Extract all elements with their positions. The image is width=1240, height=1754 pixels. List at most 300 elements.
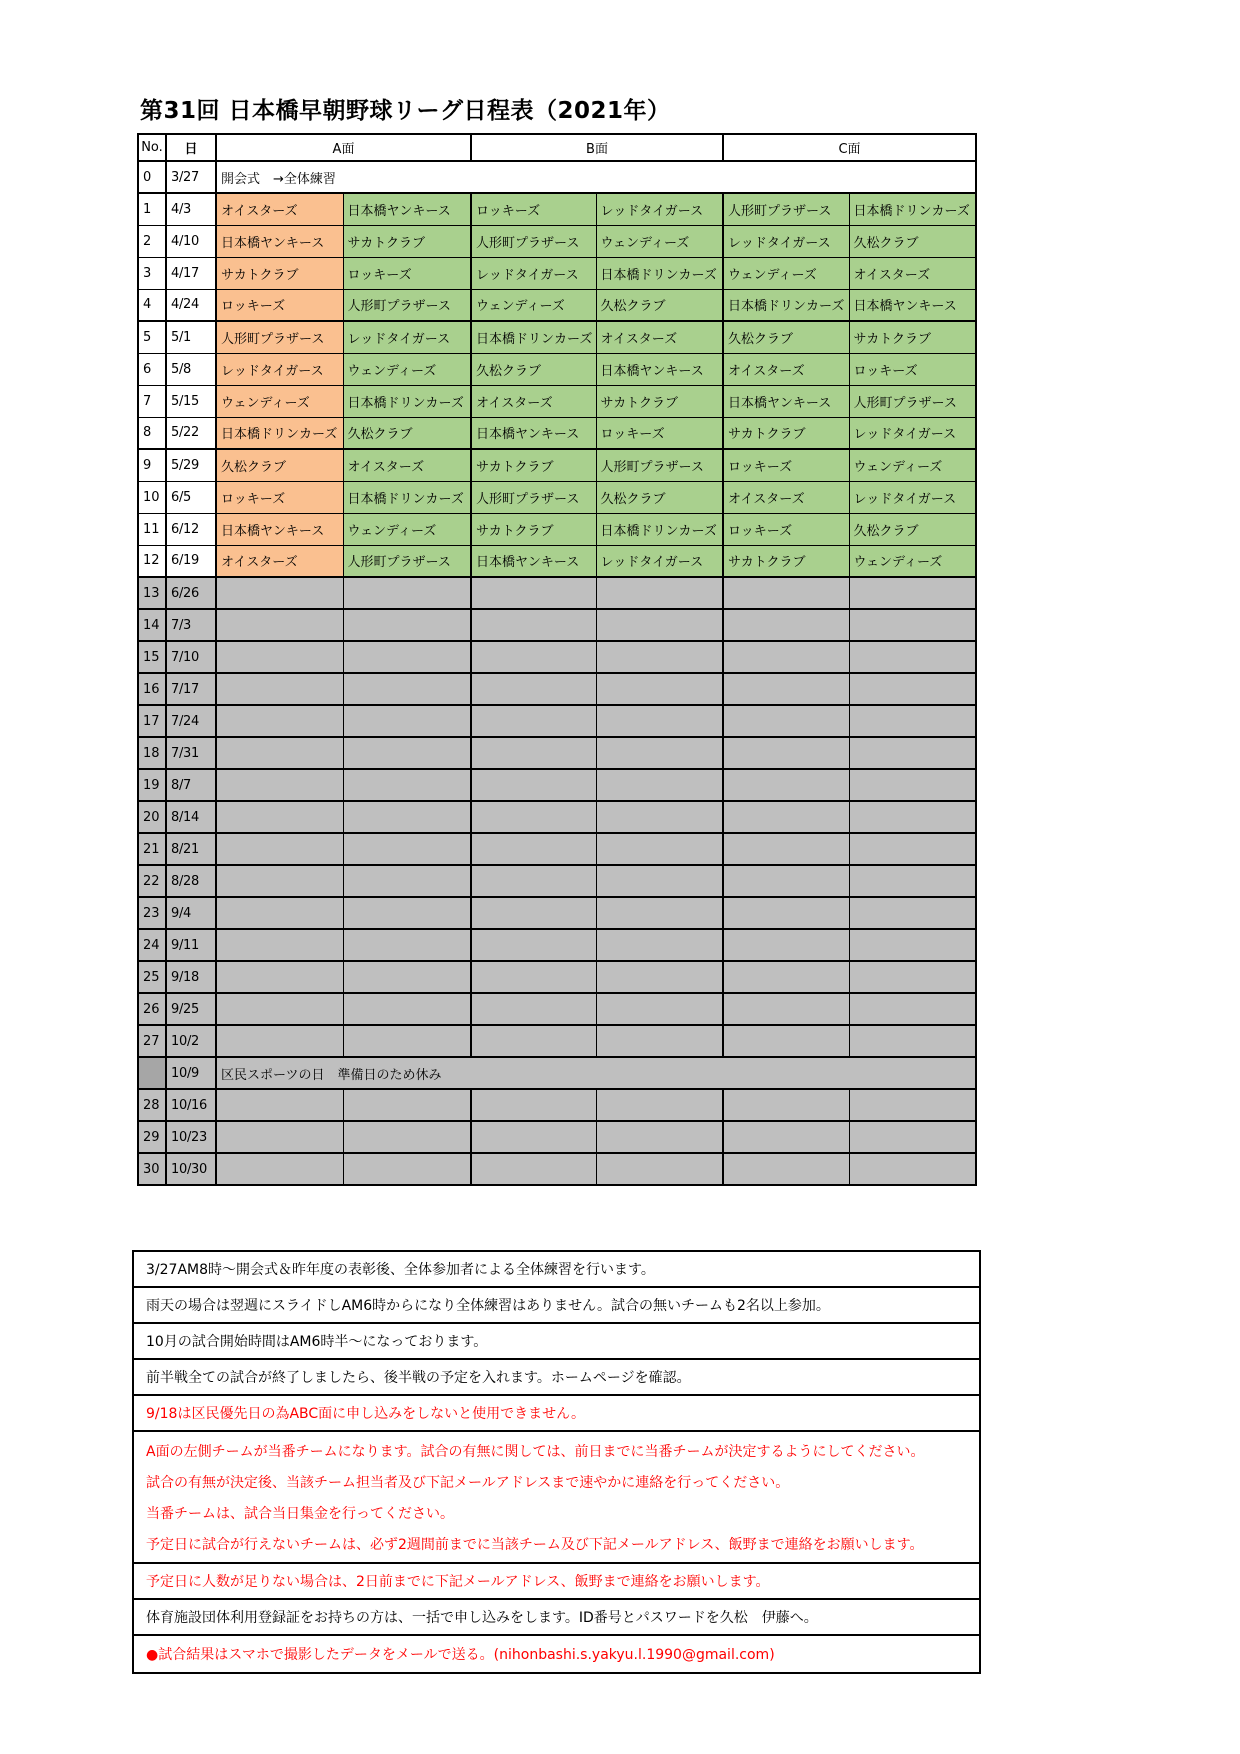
empty-cell xyxy=(723,801,849,833)
empty-cell xyxy=(596,1121,723,1153)
empty-cell xyxy=(596,865,723,897)
row-number: 9 xyxy=(138,449,166,481)
empty-cell xyxy=(849,1089,976,1121)
note-line: 体育施設団体利用登録証をお持ちの方は、一括で申し込みをします。ID番号とパスワードを久松 伊藤へ。 xyxy=(134,1600,979,1636)
date-cell: 3/27 xyxy=(166,161,216,193)
empty-cell xyxy=(849,993,976,1025)
team-cell: 久松クラブ xyxy=(596,481,723,513)
schedule-row xyxy=(138,897,976,929)
team-cell: レッドタイガース xyxy=(849,417,976,449)
team-cell: 日本橋ドリンカーズ xyxy=(849,193,976,225)
empty-cell xyxy=(216,961,343,993)
schedule-row xyxy=(138,769,976,801)
team-cell: ウェンディーズ xyxy=(849,545,976,577)
empty-cell xyxy=(471,1089,596,1121)
note-line: A面の左側チームが当番チームになります。試合の有無に関しては、前日までに当番チームが決定するようにしてください。 xyxy=(146,1443,925,1460)
schedule-body xyxy=(138,161,976,1185)
empty-cell xyxy=(723,1153,849,1185)
team-cell: 日本橋ヤンキース xyxy=(343,193,471,225)
schedule-row xyxy=(138,353,976,385)
empty-cell xyxy=(723,673,849,705)
date-cell: 9/18 xyxy=(166,961,216,993)
schedule-row xyxy=(138,737,976,769)
page-title: 第31回 日本橋早朝野球リーグ日程表（2021年） xyxy=(140,98,671,124)
date-cell: 5/1 xyxy=(166,321,216,353)
empty-cell xyxy=(216,801,343,833)
schedule-row xyxy=(138,577,976,609)
team-cell: ウェンディーズ xyxy=(343,353,471,385)
row-number: 30 xyxy=(138,1153,166,1185)
holiday-cell: 区民スポーツの日 準備日のため休み xyxy=(216,1057,976,1089)
empty-cell xyxy=(596,961,723,993)
row-number: 4 xyxy=(138,289,166,321)
empty-cell xyxy=(849,1153,976,1185)
empty-cell xyxy=(216,1025,343,1057)
date-cell: 4/17 xyxy=(166,257,216,289)
row-number: 17 xyxy=(138,705,166,737)
date-cell: 4/3 xyxy=(166,193,216,225)
date-cell: 8/7 xyxy=(166,769,216,801)
team-cell: 日本橋ヤンキース xyxy=(471,417,596,449)
note-line: 雨天の場合は翌週にスライドしAM6時からになり全体練習はありません。試合の無いチームも2名以上参加。 xyxy=(134,1288,979,1324)
team-cell: サカトクラブ xyxy=(596,385,723,417)
empty-cell xyxy=(723,897,849,929)
date-cell: 4/10 xyxy=(166,225,216,257)
empty-cell xyxy=(343,641,471,673)
empty-cell xyxy=(343,609,471,641)
schedule-row xyxy=(138,641,976,673)
date-cell: 4/24 xyxy=(166,289,216,321)
empty-cell xyxy=(596,737,723,769)
empty-cell xyxy=(849,833,976,865)
empty-cell xyxy=(596,929,723,961)
team-cell: オイスターズ xyxy=(471,385,596,417)
date-cell: 9/25 xyxy=(166,993,216,1025)
team-cell: 久松クラブ xyxy=(723,321,849,353)
empty-cell xyxy=(596,673,723,705)
empty-cell xyxy=(849,609,976,641)
schedule-row xyxy=(138,1153,976,1185)
empty-cell xyxy=(343,961,471,993)
team-cell: 久松クラブ xyxy=(596,289,723,321)
empty-cell xyxy=(343,801,471,833)
empty-cell xyxy=(471,609,596,641)
team-cell: ウェンディーズ xyxy=(471,289,596,321)
date-cell: 10/30 xyxy=(166,1153,216,1185)
date-cell: 8/14 xyxy=(166,801,216,833)
team-cell: 日本橋ドリンカーズ xyxy=(596,257,723,289)
schedule-row xyxy=(138,417,976,449)
row-number: 26 xyxy=(138,993,166,1025)
schedule-row xyxy=(138,1089,976,1121)
empty-cell xyxy=(596,833,723,865)
schedule-row xyxy=(138,609,976,641)
team-cell: オイスターズ xyxy=(723,481,849,513)
empty-cell xyxy=(343,577,471,609)
duty-team-cell: 久松クラブ xyxy=(216,449,343,481)
empty-cell xyxy=(343,929,471,961)
empty-cell xyxy=(596,577,723,609)
empty-cell xyxy=(596,705,723,737)
row-number: 10 xyxy=(138,481,166,513)
empty-cell xyxy=(343,1089,471,1121)
date-cell: 7/31 xyxy=(166,737,216,769)
empty-cell xyxy=(723,1089,849,1121)
empty-cell xyxy=(471,577,596,609)
empty-cell xyxy=(723,609,849,641)
team-cell: サカトクラブ xyxy=(471,513,596,545)
empty-cell xyxy=(216,833,343,865)
empty-cell xyxy=(343,1121,471,1153)
empty-cell xyxy=(723,865,849,897)
empty-cell xyxy=(849,801,976,833)
duty-team-cell: オイスターズ xyxy=(216,193,343,225)
team-cell: レッドタイガース xyxy=(596,545,723,577)
team-cell: サカトクラブ xyxy=(343,225,471,257)
empty-cell xyxy=(849,929,976,961)
date-cell: 10/23 xyxy=(166,1121,216,1153)
empty-cell xyxy=(216,865,343,897)
row-number: 6 xyxy=(138,353,166,385)
team-cell: ウェンディーズ xyxy=(849,449,976,481)
col-header-court-c: C面 xyxy=(723,134,976,161)
row-number: 22 xyxy=(138,865,166,897)
team-cell: 人形町プラザース xyxy=(471,481,596,513)
schedule-row xyxy=(138,193,976,225)
empty-cell xyxy=(471,769,596,801)
team-cell: 日本橋ドリンカーズ xyxy=(343,385,471,417)
empty-cell xyxy=(216,1089,343,1121)
empty-cell xyxy=(723,1025,849,1057)
row-number: 11 xyxy=(138,513,166,545)
team-cell: オイスターズ xyxy=(723,353,849,385)
team-cell: 日本橋ドリンカーズ xyxy=(723,289,849,321)
date-cell: 5/29 xyxy=(166,449,216,481)
empty-cell xyxy=(849,897,976,929)
schedule-table xyxy=(137,133,977,1186)
date-cell: 7/10 xyxy=(166,641,216,673)
date-cell: 5/8 xyxy=(166,353,216,385)
row-number: 3 xyxy=(138,257,166,289)
empty-cell xyxy=(849,1025,976,1057)
date-cell: 10/2 xyxy=(166,1025,216,1057)
team-cell: ウェンディーズ xyxy=(723,257,849,289)
team-cell: レッドタイガース xyxy=(343,321,471,353)
date-cell: 7/24 xyxy=(166,705,216,737)
empty-cell xyxy=(216,929,343,961)
row-number: 16 xyxy=(138,673,166,705)
empty-cell xyxy=(723,993,849,1025)
empty-cell xyxy=(596,609,723,641)
empty-cell xyxy=(596,993,723,1025)
empty-cell xyxy=(849,577,976,609)
note-line: 予定日に人数が足りない場合は、2日前までに下記メールアドレス、飯野まで連絡をお願いします。 xyxy=(134,1564,979,1600)
schedule-row xyxy=(138,257,976,289)
schedule-row xyxy=(138,225,976,257)
row-number: 21 xyxy=(138,833,166,865)
empty-cell xyxy=(723,1121,849,1153)
empty-cell xyxy=(723,833,849,865)
team-cell: サカトクラブ xyxy=(471,449,596,481)
empty-cell xyxy=(723,641,849,673)
empty-cell xyxy=(849,705,976,737)
date-cell: 8/28 xyxy=(166,865,216,897)
row-number: 0 xyxy=(138,161,166,193)
team-cell: サカトクラブ xyxy=(723,417,849,449)
team-cell: ロッキーズ xyxy=(723,513,849,545)
schedule-row xyxy=(138,961,976,993)
empty-cell xyxy=(471,929,596,961)
date-cell: 6/19 xyxy=(166,545,216,577)
empty-cell xyxy=(216,737,343,769)
empty-cell xyxy=(216,673,343,705)
note-line: 当番チームは、試合当日集金を行ってください。 xyxy=(146,1505,454,1522)
empty-cell xyxy=(849,961,976,993)
duty-team-cell: 人形町プラザース xyxy=(216,321,343,353)
team-cell: レッドタイガース xyxy=(723,225,849,257)
empty-cell xyxy=(723,769,849,801)
empty-cell xyxy=(343,769,471,801)
row-number xyxy=(138,1057,166,1089)
empty-cell xyxy=(471,897,596,929)
row-number: 1 xyxy=(138,193,166,225)
row-number: 24 xyxy=(138,929,166,961)
row-number: 29 xyxy=(138,1121,166,1153)
empty-cell xyxy=(216,1121,343,1153)
row-number: 5 xyxy=(138,321,166,353)
empty-cell xyxy=(723,705,849,737)
schedule-row xyxy=(138,385,976,417)
empty-cell xyxy=(343,897,471,929)
header-row xyxy=(138,134,976,161)
empty-cell xyxy=(849,769,976,801)
empty-cell xyxy=(471,705,596,737)
schedule-row xyxy=(138,929,976,961)
team-cell: サカトクラブ xyxy=(723,545,849,577)
team-cell: 人形町プラザース xyxy=(343,545,471,577)
team-cell: 人形町プラザース xyxy=(849,385,976,417)
empty-cell xyxy=(216,1153,343,1185)
schedule-row xyxy=(138,545,976,577)
schedule-row xyxy=(138,673,976,705)
schedule-row xyxy=(138,865,976,897)
team-cell: 人形町プラザース xyxy=(596,449,723,481)
opening-event-cell: 開会式 →全体練習 xyxy=(216,161,976,193)
col-header-court-a: A面 xyxy=(216,134,471,161)
empty-cell xyxy=(216,769,343,801)
col-header-court-b: B面 xyxy=(471,134,723,161)
row-number: 13 xyxy=(138,577,166,609)
date-cell: 8/21 xyxy=(166,833,216,865)
empty-cell xyxy=(596,897,723,929)
date-cell: 7/17 xyxy=(166,673,216,705)
row-number: 23 xyxy=(138,897,166,929)
date-cell: 10/9 xyxy=(166,1057,216,1089)
empty-cell xyxy=(849,737,976,769)
empty-cell xyxy=(343,833,471,865)
empty-cell xyxy=(216,609,343,641)
schedule-row xyxy=(138,833,976,865)
empty-cell xyxy=(216,705,343,737)
empty-cell xyxy=(216,641,343,673)
empty-cell xyxy=(343,737,471,769)
duty-team-cell: 日本橋ドリンカーズ xyxy=(216,417,343,449)
schedule-row xyxy=(138,481,976,513)
empty-cell xyxy=(471,961,596,993)
date-cell: 6/26 xyxy=(166,577,216,609)
team-cell: 日本橋ドリンカーズ xyxy=(596,513,723,545)
empty-cell xyxy=(849,641,976,673)
notes-section xyxy=(132,1250,981,1674)
date-cell: 6/5 xyxy=(166,481,216,513)
empty-cell xyxy=(471,801,596,833)
duty-team-cell: ロッキーズ xyxy=(216,481,343,513)
team-cell: 日本橋ヤンキース xyxy=(849,289,976,321)
team-cell: 久松クラブ xyxy=(849,225,976,257)
date-cell: 7/3 xyxy=(166,609,216,641)
team-cell: ロッキーズ xyxy=(343,257,471,289)
empty-cell xyxy=(216,577,343,609)
team-cell: サカトクラブ xyxy=(849,321,976,353)
row-number: 25 xyxy=(138,961,166,993)
note-line: 10月の試合開始時間はAM6時半～になっております。 xyxy=(134,1324,979,1360)
row-number: 8 xyxy=(138,417,166,449)
team-cell: オイスターズ xyxy=(343,449,471,481)
team-cell: レッドタイガース xyxy=(596,193,723,225)
team-cell: 久松クラブ xyxy=(471,353,596,385)
schedule-row xyxy=(138,993,976,1025)
duty-team-cell: 日本橋ヤンキース xyxy=(216,225,343,257)
schedule-row xyxy=(138,321,976,353)
schedule-row xyxy=(138,161,976,193)
team-cell: 日本橋ヤンキース xyxy=(471,545,596,577)
empty-cell xyxy=(471,993,596,1025)
team-cell: 日本橋ヤンキース xyxy=(723,385,849,417)
note-line: 前半戦全ての試合が終了しましたら、後半戦の予定を入れます。ホームページを確認。 xyxy=(134,1360,979,1396)
schedule-row xyxy=(138,289,976,321)
schedule-row xyxy=(138,801,976,833)
duty-team-cell: サカトクラブ xyxy=(216,257,343,289)
schedule-row xyxy=(138,705,976,737)
team-cell: ロッキーズ xyxy=(849,353,976,385)
row-number: 18 xyxy=(138,737,166,769)
date-cell: 10/16 xyxy=(166,1089,216,1121)
empty-cell xyxy=(849,673,976,705)
team-cell: ロッキーズ xyxy=(723,449,849,481)
team-cell: 久松クラブ xyxy=(849,513,976,545)
date-cell: 9/11 xyxy=(166,929,216,961)
empty-cell xyxy=(723,929,849,961)
empty-cell xyxy=(471,865,596,897)
empty-cell xyxy=(216,993,343,1025)
empty-cell xyxy=(849,865,976,897)
row-number: 15 xyxy=(138,641,166,673)
date-cell: 9/4 xyxy=(166,897,216,929)
team-cell: ウェンディーズ xyxy=(596,225,723,257)
team-cell: 久松クラブ xyxy=(343,417,471,449)
empty-cell xyxy=(471,737,596,769)
schedule-row xyxy=(138,449,976,481)
schedule-row xyxy=(138,1121,976,1153)
empty-cell xyxy=(216,897,343,929)
duty-team-cell: オイスターズ xyxy=(216,545,343,577)
row-number: 28 xyxy=(138,1089,166,1121)
team-cell: 人形町プラザース xyxy=(471,225,596,257)
empty-cell xyxy=(343,993,471,1025)
empty-cell xyxy=(723,737,849,769)
empty-cell xyxy=(596,769,723,801)
empty-cell xyxy=(596,801,723,833)
team-cell: レッドタイガース xyxy=(849,481,976,513)
row-number: 12 xyxy=(138,545,166,577)
note-line: 3/27AM8時～開会式＆昨年度の表彰後、全体参加者による全体練習を行います。 xyxy=(134,1252,979,1288)
team-cell: 日本橋ドリンカーズ xyxy=(343,481,471,513)
schedule-row xyxy=(138,1025,976,1057)
team-cell: 日本橋ヤンキース xyxy=(596,353,723,385)
team-cell: ロッキーズ xyxy=(471,193,596,225)
team-cell: ウェンディーズ xyxy=(343,513,471,545)
team-cell: レッドタイガース xyxy=(471,257,596,289)
note-line: 予定日に試合が行えないチームは、必ず2週間前までに当該チーム及び下記メールアドレス、飯野まで連絡をお願いします。 xyxy=(146,1536,924,1553)
empty-cell xyxy=(723,961,849,993)
empty-cell xyxy=(596,1025,723,1057)
empty-cell xyxy=(343,1153,471,1185)
row-number: 7 xyxy=(138,385,166,417)
note-line: 試合の有無が決定後、当該チーム担当者及び下記メールアドレスまで速やかに連絡を行ってください。 xyxy=(146,1474,790,1491)
col-header-date: 日 xyxy=(166,134,216,161)
empty-cell xyxy=(471,1025,596,1057)
row-number: 27 xyxy=(138,1025,166,1057)
duty-team-cell: レッドタイガース xyxy=(216,353,343,385)
row-number: 19 xyxy=(138,769,166,801)
team-cell: ロッキーズ xyxy=(596,417,723,449)
empty-cell xyxy=(849,1121,976,1153)
empty-cell xyxy=(471,641,596,673)
duty-team-cell: ロッキーズ xyxy=(216,289,343,321)
duty-team-cell: 日本橋ヤンキース xyxy=(216,513,343,545)
note-line: ●試合結果はスマホで撮影したデータをメールで送る。(nihonbashi.s.yakyu.l.1990@gmail.com) xyxy=(146,1647,775,1663)
row-number: 14 xyxy=(138,609,166,641)
team-cell: 日本橋ドリンカーズ xyxy=(471,321,596,353)
col-header-no: No. xyxy=(138,134,166,161)
row-number: 20 xyxy=(138,801,166,833)
team-cell: 人形町プラザース xyxy=(723,193,849,225)
empty-cell xyxy=(343,1025,471,1057)
team-cell: 人形町プラザース xyxy=(343,289,471,321)
empty-cell xyxy=(471,1153,596,1185)
empty-cell xyxy=(343,673,471,705)
empty-cell xyxy=(343,705,471,737)
note-box xyxy=(134,1432,979,1564)
date-cell: 5/15 xyxy=(166,385,216,417)
empty-cell xyxy=(471,833,596,865)
empty-cell xyxy=(596,1153,723,1185)
date-cell: 6/12 xyxy=(166,513,216,545)
date-cell: 5/22 xyxy=(166,417,216,449)
schedule-row xyxy=(138,1057,976,1089)
empty-cell xyxy=(596,1089,723,1121)
team-cell: オイスターズ xyxy=(849,257,976,289)
empty-cell xyxy=(723,577,849,609)
empty-cell xyxy=(596,641,723,673)
empty-cell xyxy=(343,865,471,897)
empty-cell xyxy=(471,673,596,705)
duty-team-cell: ウェンディーズ xyxy=(216,385,343,417)
note-line: 9/18は区民優先日の為ABC面に申し込みをしないと使用できません。 xyxy=(134,1396,979,1432)
row-number: 2 xyxy=(138,225,166,257)
schedule-row xyxy=(138,513,976,545)
team-cell: オイスターズ xyxy=(596,321,723,353)
